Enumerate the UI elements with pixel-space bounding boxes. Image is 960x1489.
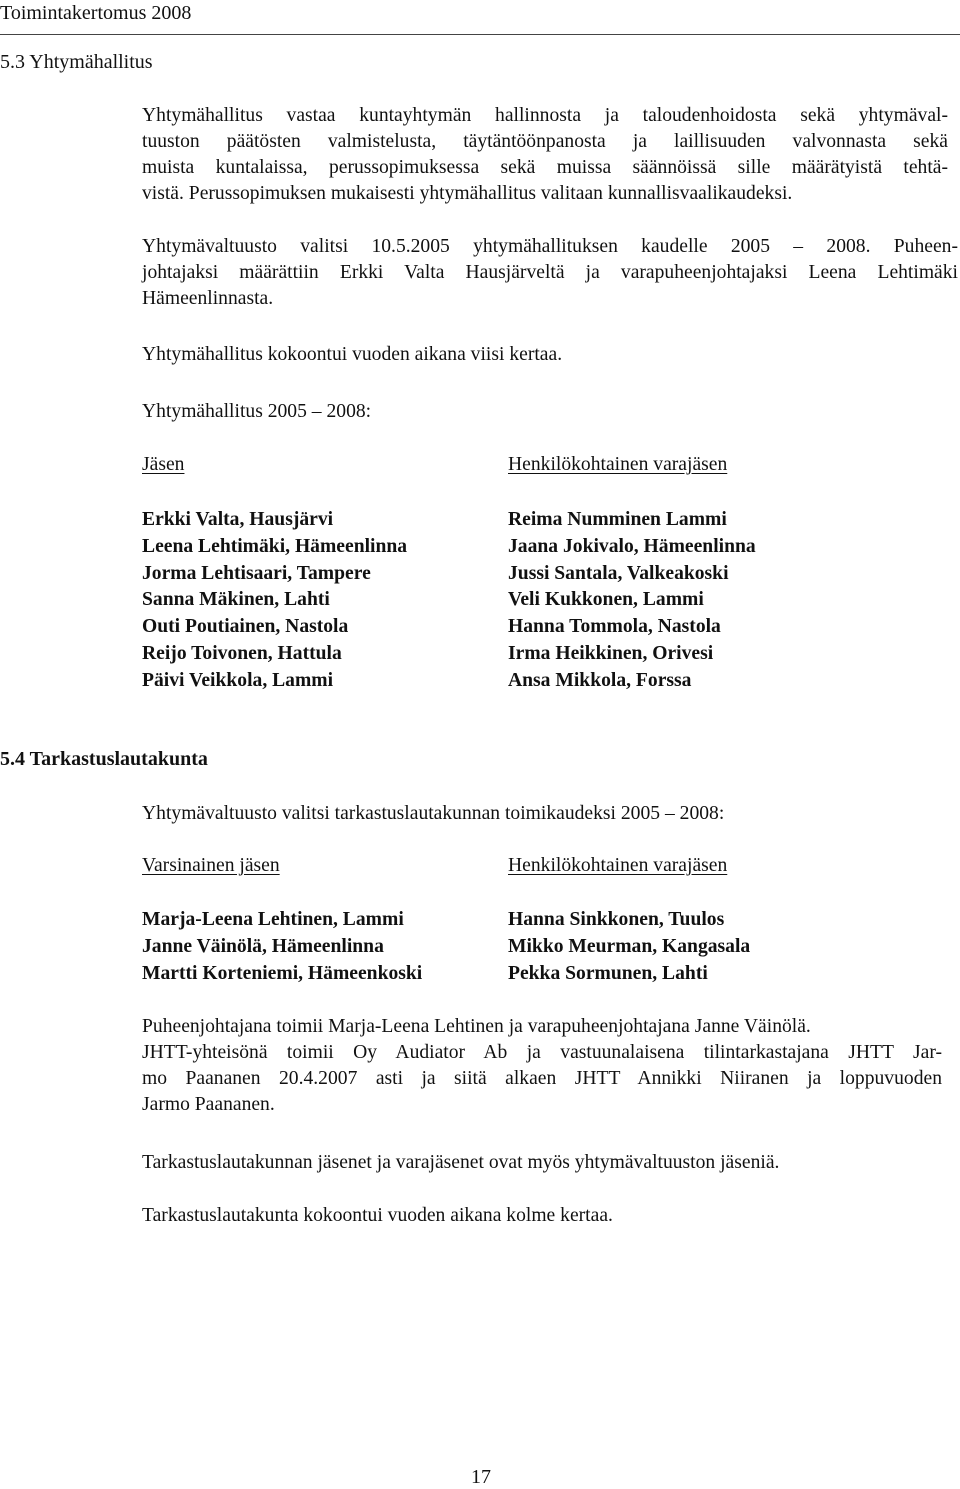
- audit-deputy-list: [508, 907, 750, 987]
- paragraph-board-duties: [142, 103, 948, 207]
- text-line: Yhtymähallitus 2005 – 2008:: [142, 401, 372, 422]
- column-header-deputy: Henkilökohtainen varajäsen: [508, 454, 728, 475]
- column-header-member: Jäsen: [142, 454, 185, 475]
- list-item: Martti Korteniemi, Hämeenkoski: [142, 962, 423, 984]
- list-item: Janne Väinölä, Hämeenlinna: [142, 935, 384, 957]
- audit-member-list: [142, 907, 422, 987]
- board-heading: [142, 399, 954, 425]
- paragraph-audit-intro: [142, 801, 954, 827]
- text-line: JHTT-yhteisönä toimii Oy Audiator Ab ja vastuunalaisena tilintarkastajana JHTT Jar-: [142, 1042, 942, 1063]
- list-item: Reima Numminen Lammi: [508, 509, 727, 530]
- text-line: vistä. Perussopimuksen mukaisesti yhtymähallitus valitaan kunnallisvaalikaudeksi.: [142, 183, 793, 204]
- text-line: Yhtymähallitus kokoontui vuoden aikana viisi kertaa.: [142, 344, 563, 365]
- list-item: Leena Lehtimäki, Hämeenlinna: [142, 535, 408, 557]
- text-line: Hämeenlinnasta.: [142, 288, 274, 309]
- text-line: Yhtymähallitus vastaa kuntayhtymän hallinnosta ja taloudenhoidosta sekä yhtymäval-: [142, 105, 948, 126]
- text-line: Puheenjohtajana toimii Marja-Leena Lehtinen ja varapuheenjohtajana Janne Väinölä.: [142, 1016, 811, 1037]
- column-header-regular-member: Varsinainen jäsen: [142, 855, 280, 876]
- running-header: Toimintakertomus 2008: [0, 2, 192, 24]
- list-item: Ansa Mikkola, Forssa: [508, 669, 692, 691]
- text-line: Tarkastuslautakunnan jäsenet ja varajäsenet ovat myös yhtymävaltuuston jäseniä.: [142, 1152, 780, 1173]
- paragraph-audit-meetings: [142, 1203, 954, 1229]
- board-deputy-list: [508, 507, 756, 695]
- page-number: 17: [471, 1466, 491, 1488]
- list-item: Sanna Mäkinen, Lahti: [142, 589, 330, 611]
- list-item: Jorma Lehtisaari, Tampere: [142, 562, 371, 584]
- board-member-list: [142, 507, 407, 695]
- list-item: Reijo Toivonen, Hattula: [142, 642, 342, 664]
- list-item: Pekka Sormunen, Lahti: [508, 962, 708, 984]
- section-title-5-4: 5.4 Tarkastuslautakunta: [0, 748, 208, 770]
- text-line: Tarkastuslautakunta kokoontui vuoden aikana kolme kertaa.: [142, 1205, 613, 1226]
- text-line: tuuston päätösten valmistelusta, täytäntöönpanosta ja laillisuuden valvonnasta sekä: [142, 131, 948, 152]
- list-item: Päivi Veikkola, Lammi: [142, 669, 334, 691]
- paragraph-audit-members-note: [142, 1150, 954, 1176]
- text-line: Yhtymävaltuusto valitsi 10.5.2005 yhtymähallituksen kaudelle 2005 – 2008. Puheen-: [142, 236, 958, 257]
- text-line: mo Paananen 20.4.2007 asti ja siitä alkaen JHTT Annikki Niiranen ja loppuvuoden: [142, 1068, 942, 1089]
- column-header-deputy: Henkilökohtainen varajäsen: [508, 855, 728, 876]
- header-rule: [0, 34, 960, 35]
- list-item: Irma Heikkinen, Orivesi: [508, 642, 714, 664]
- text-line: Jarmo Paananen.: [142, 1094, 275, 1115]
- list-item: Jaana Jokivalo, Hämeenlinna: [508, 535, 756, 557]
- text-line: muista kuntalaissa, perussopimuksessa sekä muissa säännöissä sille määrätyistä tehtä-: [142, 157, 948, 178]
- paragraph-board-election: [142, 234, 958, 312]
- list-item: Erkki Valta, Hausjärvi: [142, 509, 334, 530]
- list-item: Hanna Sinkkonen, Tuulos: [508, 909, 725, 930]
- list-item: Jussi Santala, Valkeakoski: [508, 562, 729, 584]
- paragraph-audit-chair: [142, 1014, 942, 1118]
- list-item: Mikko Meurman, Kangasala: [508, 935, 751, 957]
- list-item: Marja-Leena Lehtinen, Lammi: [142, 909, 404, 930]
- section-title-5-3: 5.3 Yhtymähallitus: [0, 51, 153, 73]
- text-line: johtajaksi määrättiin Erkki Valta Hausjärveltä ja varapuheenjohtajaksi Leena Lehtimäki: [142, 262, 958, 283]
- paragraph-board-meetings: [142, 342, 954, 368]
- list-item: Veli Kukkonen, Lammi: [508, 589, 704, 611]
- list-item: Hanna Tommola, Nastola: [508, 616, 721, 638]
- text-line: Yhtymävaltuusto valitsi tarkastuslautakunnan toimikaudeksi 2005 – 2008:: [142, 803, 725, 824]
- list-item: Outi Poutiainen, Nastola: [142, 616, 349, 638]
